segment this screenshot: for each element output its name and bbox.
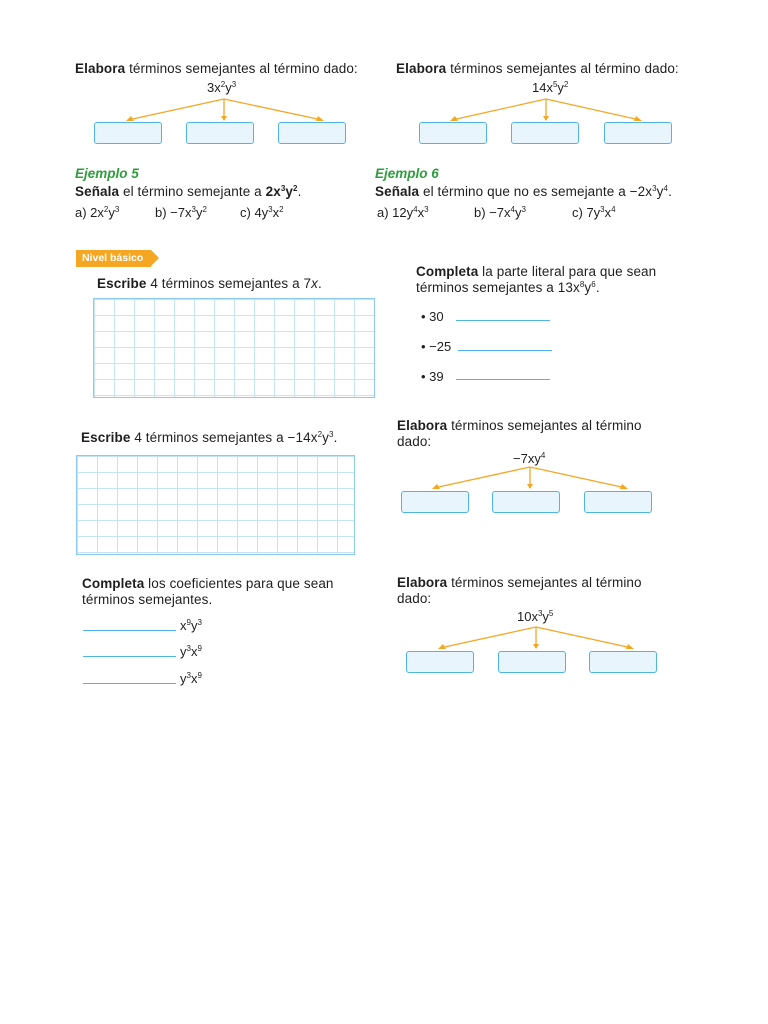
instruction-verb: Elabora bbox=[396, 61, 447, 76]
example-6-option-c[interactable]: c) $7y^3x^4$ bbox=[572, 205, 616, 220]
answer-box[interactable] bbox=[589, 651, 657, 673]
coefficient-item: • −25 bbox=[421, 339, 452, 354]
instruction-verb: Elabora bbox=[75, 61, 126, 76]
question-elabora-10x3y5-line2: dado: bbox=[397, 591, 432, 606]
example-6-option-a[interactable]: a) $12y^4x^3$ bbox=[377, 205, 429, 220]
question-complete-coefficients-line2: términos semejantes. bbox=[82, 592, 213, 607]
literal-part: $x^9y^3$ bbox=[180, 618, 202, 633]
answer-box[interactable] bbox=[498, 651, 566, 673]
instruction-text: términos semejantes al término dado: bbox=[125, 61, 358, 76]
instruction-text: términos semejantes al término dado: bbox=[446, 61, 679, 76]
answer-line[interactable] bbox=[83, 630, 176, 631]
instruction-verb: Señala bbox=[75, 184, 120, 199]
question-complete-literal-line1: Completa la parte literal para que sean bbox=[416, 264, 657, 279]
example-5-option-b[interactable]: $b) -7x^3y^2$ bbox=[155, 205, 207, 220]
coefficient-item: • 30 bbox=[421, 309, 444, 324]
example-6-option-b[interactable]: $b) -7x^4y^3$ bbox=[474, 205, 526, 220]
answer-box[interactable] bbox=[401, 491, 469, 513]
given-term: $10x^3y^5$ bbox=[517, 609, 554, 624]
question-elabora-7xy4-line1: Elabora términos semejantes al término bbox=[397, 418, 642, 433]
example-5-option-a[interactable]: a) $2x^2y^3$ bbox=[75, 205, 120, 220]
answer-box[interactable] bbox=[492, 491, 560, 513]
given-term: $14x^5y^2$ bbox=[532, 80, 569, 95]
given-term: $3x^2y^3$ bbox=[207, 80, 237, 95]
answer-box[interactable] bbox=[584, 491, 652, 513]
question-elabora-7xy4-line2: dado: bbox=[397, 434, 432, 449]
coefficient-item: • 39 bbox=[421, 369, 444, 384]
instruction-verb: Señala bbox=[375, 184, 420, 199]
answer-line[interactable] bbox=[83, 683, 176, 684]
instruction-text: el término que no es semejante $a -2x^3y^4$. bbox=[419, 184, 672, 199]
answer-line[interactable] bbox=[83, 656, 176, 657]
question-complete-literal-line2: términos semejantes a $13x^8y^6$. bbox=[416, 280, 600, 295]
question-write-terms-14x2y3: Escribe 4 términos semejantes $a -14x^2y^3$. bbox=[81, 430, 338, 445]
literal-part: $y^3x^9$ bbox=[180, 671, 202, 686]
question-complete-coefficients-line1: Completa los coeficientes para que sean bbox=[82, 576, 334, 591]
literal-part: $y^3x^9$ bbox=[180, 644, 202, 659]
level-badge: Nivel básico bbox=[76, 250, 151, 267]
instruction-text: el término semejante a $2x^3y^2$. bbox=[119, 184, 302, 199]
answer-box[interactable] bbox=[406, 651, 474, 673]
example-5-option-c[interactable]: c) $4y^3x^2$ bbox=[240, 205, 284, 220]
example-5-title: Ejemplo 5 bbox=[75, 166, 139, 181]
question-elabora-10x3y5-line1: Elabora términos semejantes al término bbox=[397, 575, 642, 590]
example-6-title: Ejemplo 6 bbox=[375, 166, 439, 181]
given-term: $-7xy^4$ bbox=[513, 451, 546, 466]
question-write-terms-7x: Escribe 4 términos semejantes a 7x. bbox=[97, 276, 322, 291]
